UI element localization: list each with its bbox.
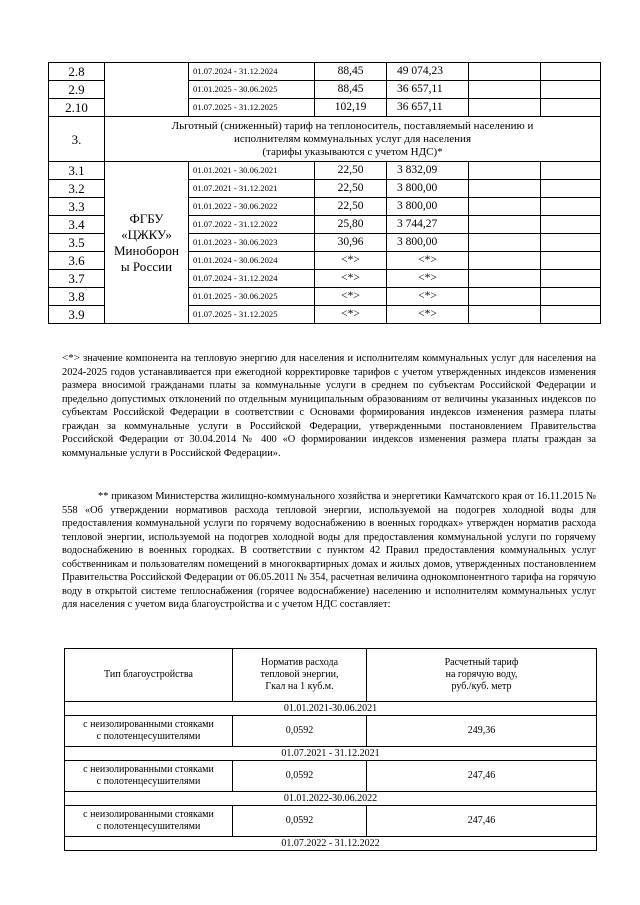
type-cell	[65, 716, 233, 747]
norm-cell: 0,0592	[233, 716, 367, 747]
period-cell: 01.01.2024 - 30.06.2024	[189, 252, 315, 270]
row-number: 3.4	[49, 216, 105, 234]
tariff-cell: 247,46	[367, 806, 597, 837]
value-cell: 3 800,00	[387, 180, 469, 198]
value-cell: 88,45	[315, 63, 387, 81]
value-cell: 49 074,23	[387, 63, 469, 81]
row-number: 3.9	[49, 306, 105, 324]
row-number: 2.10	[49, 99, 105, 117]
organization-cell	[105, 162, 189, 324]
type-cell	[65, 806, 233, 837]
empty-cell	[469, 306, 541, 324]
value-cell: 36 657,11	[387, 81, 469, 99]
section-title	[105, 117, 601, 162]
header-line: тепловой энергии,	[260, 669, 339, 680]
empty-cell	[469, 198, 541, 216]
value-cell: 22,50	[315, 198, 387, 216]
empty-cell	[541, 270, 601, 288]
row-number: 2.8	[49, 63, 105, 81]
header-line: руб./куб. метр	[451, 681, 512, 692]
empty-cell	[469, 99, 541, 117]
period-cell: 01.07.2024 - 31.12.2024	[189, 270, 315, 288]
empty-cell	[541, 180, 601, 198]
section-title-line: Льготный (сниженный) тариф на теплоноситель, поставляемый населению и	[171, 119, 534, 132]
section-title-line: (тарифы указываются с учетом НДС)*	[262, 145, 443, 158]
period-label: 01.01.2022-30.06.2022	[65, 792, 597, 806]
table-row	[65, 806, 597, 837]
period-row	[65, 747, 597, 761]
column-header: Тип благоустройства	[65, 649, 233, 702]
section-title-line: исполнителям коммунальных услуг для населения	[233, 132, 472, 145]
tariff-table	[48, 62, 601, 324]
value-cell: 30,96	[315, 234, 387, 252]
table-header-row	[65, 649, 597, 702]
value-cell: 3 800,00	[387, 234, 469, 252]
period-cell: 01.07.2022 - 31.12.2022	[189, 216, 315, 234]
empty-cell	[541, 63, 601, 81]
column-header	[367, 649, 597, 702]
norm-cell: 0,0592	[233, 761, 367, 792]
value-cell: 22,50	[315, 180, 387, 198]
value-cell: <*>	[387, 270, 469, 288]
type-line: с полотенцесушителями	[96, 731, 201, 742]
value-cell: <*>	[315, 306, 387, 324]
period-cell: 01.07.2025 - 31.12.2025	[189, 306, 315, 324]
org-line: ФГБУ	[129, 210, 164, 226]
period-cell: 01.01.2023 - 30.06.2023	[189, 234, 315, 252]
empty-cell	[541, 81, 601, 99]
row-number: 3.1	[49, 162, 105, 180]
norm-cell: 0,0592	[233, 806, 367, 837]
period-row	[65, 837, 597, 851]
value-cell: <*>	[387, 306, 469, 324]
period-cell: 01.01.2025 - 30.06.2025	[189, 288, 315, 306]
type-line: с неизолированными стояками	[83, 809, 214, 820]
footnote-values	[62, 352, 596, 460]
tariff-cell: 249,36	[367, 716, 597, 747]
section-number: 3.	[49, 117, 105, 162]
type-line: с полотенцесушителями	[96, 776, 201, 787]
footnote-text: значение компонента на тепловую энергию для населения и исполнителям коммунальных услуг для населения на 2024-2025 годов устанавливается при ежегодной корректировке тарифов с учетом утвержденных индексов изменения размера вносимой гражданами платы за коммунальные услуги в среднем по субъектам Российской Федерации и предельно допустимых отклонений по отдельным муниципальным образованиям от величины указанных индексов по субъектам Российской Федерации в соответствии с Основами формирования индексов изменения размера платы граждан за коммунальные услуги в Российской Федерации, утвержденными постановлением Правительства Российской Федерации от 30.04.2014 № 400 «О формировании индексов изменения размера платы граждан за коммунальные услуги в Российской Федерации».	[62, 353, 596, 459]
org-line: «ЦЖКУ»	[121, 226, 172, 242]
empty-cell	[469, 63, 541, 81]
empty-cell	[541, 252, 601, 270]
value-cell: 3 800,00	[387, 198, 469, 216]
row-number: 3.8	[49, 288, 105, 306]
row-number: 3.5	[49, 234, 105, 252]
value-cell: 36 657,11	[387, 99, 469, 117]
type-line: с неизолированными стояками	[83, 719, 214, 730]
empty-cell	[469, 234, 541, 252]
value-cell: <*>	[387, 252, 469, 270]
empty-cell	[541, 162, 601, 180]
empty-cell	[469, 162, 541, 180]
value-cell: <*>	[387, 288, 469, 306]
table-row	[49, 162, 601, 180]
value-cell: 22,50	[315, 162, 387, 180]
type-line: с неизолированными стояками	[83, 764, 214, 775]
row-number: 3.6	[49, 252, 105, 270]
empty-cell	[469, 288, 541, 306]
empty-org-cell	[105, 63, 189, 117]
period-row	[65, 792, 597, 806]
empty-cell	[541, 99, 601, 117]
row-number: 3.3	[49, 198, 105, 216]
period-row	[65, 702, 597, 716]
header-line: Расчетный тариф	[444, 657, 519, 668]
header-line: на горячую воду,	[445, 669, 518, 680]
row-number: 2.9	[49, 81, 105, 99]
empty-cell	[541, 198, 601, 216]
value-cell: 102,19	[315, 99, 387, 117]
type-line: с полотенцесушителями	[96, 821, 201, 832]
empty-cell	[541, 216, 601, 234]
period-cell: 01.07.2025 - 31.12.2025	[189, 99, 315, 117]
value-cell: 25,80	[315, 216, 387, 234]
value-cell: <*>	[315, 288, 387, 306]
value-cell: 3 744,27	[387, 216, 469, 234]
table-row	[65, 716, 597, 747]
value-cell: 3 832,09	[387, 162, 469, 180]
section-header-row	[49, 117, 601, 162]
empty-cell	[469, 252, 541, 270]
table-row	[49, 63, 601, 81]
footnote-norms	[62, 490, 596, 612]
empty-cell	[469, 180, 541, 198]
table-row	[65, 761, 597, 792]
period-label: 01.07.2021 - 31.12.2021	[65, 747, 597, 761]
header-line: Норматив расхода	[260, 657, 339, 668]
footnote-text: ** приказом Министерства жилищно-коммунального хозяйства и энергетики Камчатского края от 16.11.2015 № 558 «Об утверждении нормативов расхода тепловой энергии, используемой на подогрев холодной воды для предоставления коммунальной услуги по горячему водоснабжению в военных городках» утвержден норматив расхода тепловой энергии, используемой на подогрев холодной воды для предоставления коммунальной услуги по горячему водоснабжению в военных городках. В соответствии с пунктом 42 Правил предоставления коммунальных услуг собственникам и пользователям помещений в многоквартирных домах и жилых домов, утвержденных постановлением Правительства Российской Федерации от 06.05.2011 № 354, расчетная величина однокомпонентного тарифа на горячую воду в открытой системе теплоснабжения (горячее водоснабжение) населению и исполнителям коммунальных услуг для населения с учетом вида благоустройства и с учетом НДС составляет:	[62, 491, 596, 610]
type-cell	[65, 761, 233, 792]
org-line: Миноборон	[113, 242, 180, 258]
footnote-marker: <*>	[62, 352, 80, 364]
row-number: 3.2	[49, 180, 105, 198]
period-label: 01.01.2021-30.06.2021	[65, 702, 597, 716]
tariff-cell: 247,46	[367, 761, 597, 792]
period-cell: 01.01.2021 - 30.06.2021	[189, 162, 315, 180]
column-header	[233, 649, 367, 702]
header-line: Гкал на 1 куб.м.	[265, 681, 334, 692]
value-cell: <*>	[315, 270, 387, 288]
period-cell: 01.07.2024 - 31.12.2024	[189, 63, 315, 81]
empty-cell	[469, 81, 541, 99]
empty-cell	[469, 270, 541, 288]
empty-cell	[541, 234, 601, 252]
empty-cell	[541, 306, 601, 324]
period-cell: 01.07.2021 - 31.12.2021	[189, 180, 315, 198]
period-cell: 01.01.2022 - 30.06.2022	[189, 198, 315, 216]
value-cell: <*>	[315, 252, 387, 270]
period-cell: 01.01.2025 - 30.06.2025	[189, 81, 315, 99]
row-number: 3.7	[49, 270, 105, 288]
value-cell: 88,45	[315, 81, 387, 99]
empty-cell	[541, 288, 601, 306]
period-label: 01.07.2022 - 31.12.2022	[65, 837, 597, 851]
norm-table	[64, 648, 597, 851]
org-line: ы России	[120, 258, 173, 274]
empty-cell	[469, 216, 541, 234]
